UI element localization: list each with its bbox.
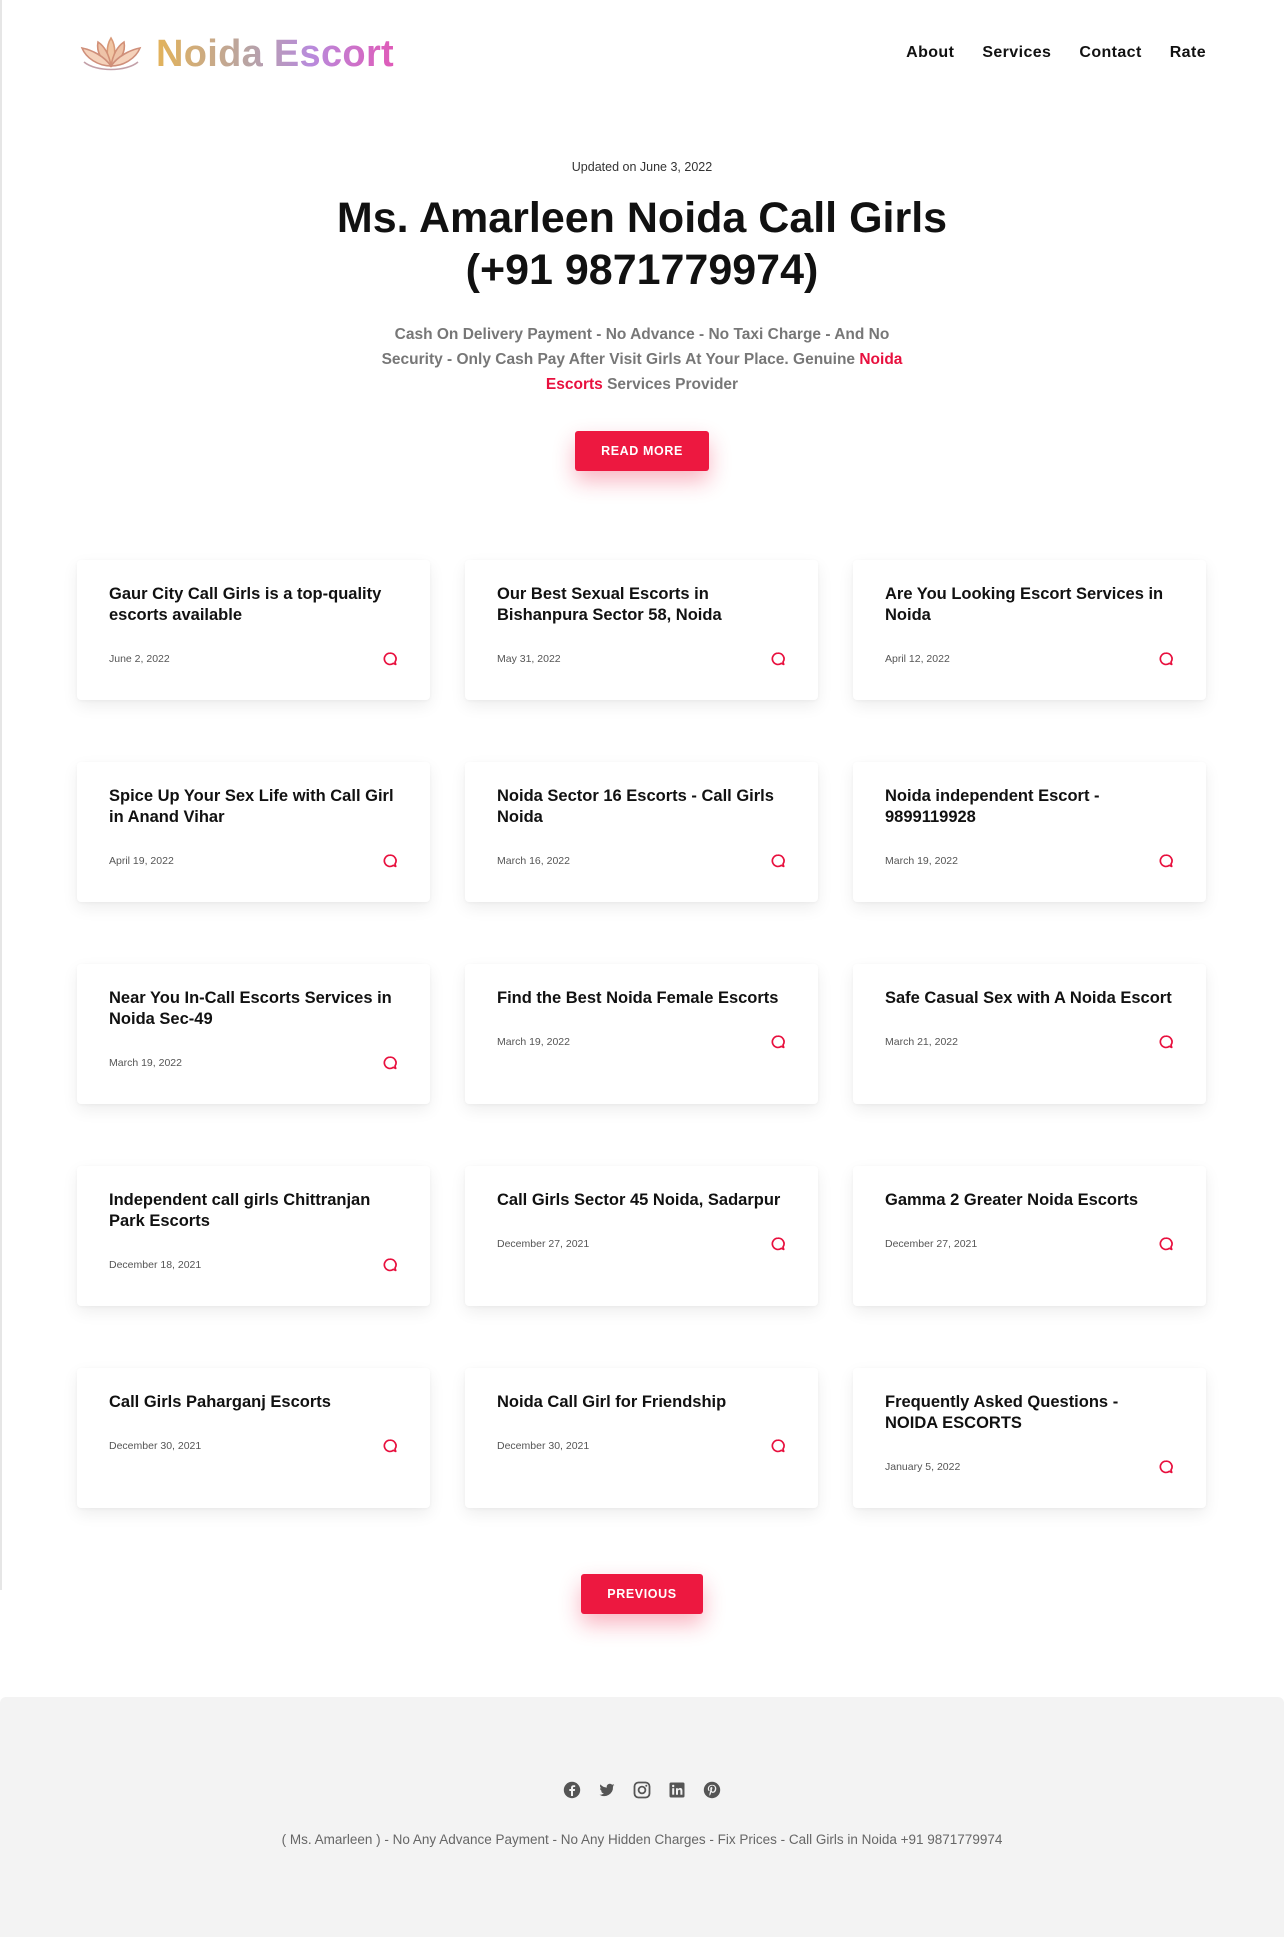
post-card[interactable]	[77, 964, 430, 1104]
noida-escorts-link[interactable]: Noida Escorts	[545, 351, 903, 393]
post-meta	[885, 1236, 1174, 1252]
post-title[interactable]: Spice Up Your Sex Life with Call Girl in Anand Vihar	[109, 787, 394, 826]
post-date: June 2, 2022	[109, 653, 170, 665]
lotus-logo-icon	[76, 32, 146, 76]
updated-date-value: June 3, 2022	[639, 160, 713, 174]
comment-icon[interactable]	[382, 1257, 398, 1273]
nav-contact[interactable]: Contact	[1079, 44, 1142, 61]
post-date: March 19, 2022	[497, 1036, 570, 1048]
post-date: December 30, 2021	[109, 1440, 202, 1452]
post-meta	[109, 1438, 398, 1454]
subtitle-text-end: Services Provider	[607, 376, 739, 393]
post-title[interactable]: Noida independent Escort - 9899119928	[885, 787, 1100, 826]
nav-about[interactable]: About	[906, 44, 955, 61]
post-card[interactable]	[77, 560, 430, 700]
post-meta	[885, 651, 1174, 667]
site-footer	[0, 1697, 1284, 1937]
post-card[interactable]	[465, 762, 818, 902]
post-title[interactable]: Call Girls Sector 45 Noida, Sadarpur	[497, 1191, 781, 1209]
comment-icon[interactable]	[770, 1034, 786, 1050]
post-card[interactable]	[853, 1166, 1206, 1306]
post-card[interactable]	[465, 964, 818, 1104]
facebook-icon[interactable]	[563, 1781, 581, 1799]
pinterest-icon[interactable]	[703, 1781, 721, 1799]
post-card[interactable]	[853, 964, 1206, 1104]
post-meta	[109, 651, 398, 667]
post-card[interactable]	[465, 1166, 818, 1306]
hero-section	[0, 160, 1284, 471]
post-title[interactable]: Noida Sector 16 Escorts - Call Girls Noida	[497, 787, 774, 826]
site-header	[0, 0, 1284, 110]
post-meta	[109, 1055, 398, 1071]
post-meta	[885, 853, 1174, 869]
comment-icon[interactable]	[1158, 1459, 1174, 1475]
post-card[interactable]	[853, 1368, 1206, 1508]
pagination	[0, 1574, 1284, 1614]
post-date: April 12, 2022	[885, 653, 950, 665]
post-meta	[497, 853, 786, 869]
twitter-icon[interactable]	[598, 1781, 616, 1799]
post-title[interactable]: Call Girls Paharganj Escorts	[109, 1393, 331, 1411]
logo-text: Noida Escort	[156, 32, 394, 75]
social-links	[0, 1781, 1284, 1799]
previous-button[interactable]: PREVIOUS	[581, 1574, 702, 1614]
post-title[interactable]: Gamma 2 Greater Noida Escorts	[885, 1191, 1139, 1209]
post-title[interactable]: Gaur City Call Girls is a top-quality escorts available	[109, 585, 382, 624]
comment-icon[interactable]	[382, 1055, 398, 1071]
nav-services[interactable]: Services	[982, 44, 1052, 61]
post-date: December 18, 2021	[109, 1259, 202, 1271]
post-date: May 31, 2022	[497, 653, 561, 665]
hero-subtitle	[362, 322, 922, 397]
post-card[interactable]	[77, 762, 430, 902]
post-date: March 19, 2022	[885, 855, 958, 867]
updated-date	[0, 160, 1284, 174]
main-nav	[906, 44, 1206, 62]
linkedin-icon[interactable]	[668, 1781, 686, 1799]
post-meta	[497, 1438, 786, 1454]
post-meta	[885, 1459, 1174, 1475]
post-card[interactable]	[853, 762, 1206, 902]
site-logo[interactable]	[76, 28, 394, 80]
post-meta	[497, 651, 786, 667]
post-meta	[109, 1257, 398, 1273]
comment-icon[interactable]	[382, 853, 398, 869]
post-meta	[497, 1034, 786, 1050]
nav-rate[interactable]: Rate	[1169, 44, 1206, 61]
post-card[interactable]	[465, 560, 818, 700]
post-date: December 27, 2021	[497, 1238, 590, 1250]
post-date: December 30, 2021	[497, 1440, 590, 1452]
comment-icon[interactable]	[1158, 651, 1174, 667]
post-title[interactable]: Are You Looking Escort Services in Noida	[885, 585, 1164, 624]
post-date: January 5, 2022	[885, 1461, 961, 1473]
post-card[interactable]	[853, 560, 1206, 700]
post-grid	[77, 560, 1207, 1508]
comment-icon[interactable]	[382, 651, 398, 667]
comment-icon[interactable]	[770, 853, 786, 869]
post-date: March 19, 2022	[109, 1057, 182, 1069]
updated-prefix: Updated on	[571, 160, 637, 174]
post-title[interactable]: Our Best Sexual Escorts in Bishanpura Sector 58, Noida	[497, 585, 722, 624]
instagram-icon[interactable]	[633, 1781, 651, 1799]
comment-icon[interactable]	[1158, 853, 1174, 869]
comment-icon[interactable]	[770, 1438, 786, 1454]
comment-icon[interactable]	[770, 1236, 786, 1252]
post-meta	[109, 853, 398, 869]
comment-icon[interactable]	[1158, 1034, 1174, 1050]
read-more-button[interactable]: READ MORE	[575, 431, 709, 471]
post-title[interactable]: Noida Call Girl for Friendship	[497, 1393, 727, 1411]
post-date: March 16, 2022	[497, 855, 570, 867]
post-meta	[885, 1034, 1174, 1050]
post-card[interactable]	[465, 1368, 818, 1508]
comment-icon[interactable]	[382, 1438, 398, 1454]
post-card[interactable]	[77, 1166, 430, 1306]
post-meta	[497, 1236, 786, 1252]
post-title[interactable]: Frequently Asked Questions - NOIDA ESCORTS	[885, 1393, 1119, 1432]
post-date: March 21, 2022	[885, 1036, 958, 1048]
comment-icon[interactable]	[1158, 1236, 1174, 1252]
footer-copyright: ( Ms. Amarleen ) - No Any Advance Payment - No Any Hidden Charges - Fix Prices - Call Girls in Noida +91 9871779974	[281, 1832, 1003, 1847]
post-date: December 27, 2021	[885, 1238, 978, 1250]
post-date: April 19, 2022	[109, 855, 174, 867]
page-title: Ms. Amarleen Noida Call Girls (+91 9871779974)	[336, 194, 948, 294]
post-title[interactable]: Safe Casual Sex with A Noida Escort	[885, 989, 1172, 1007]
post-title[interactable]: Find the Best Noida Female Escorts	[497, 989, 779, 1007]
post-card[interactable]	[77, 1368, 430, 1508]
post-title[interactable]: Independent call girls Chittranjan Park Escorts	[109, 1191, 371, 1230]
comment-icon[interactable]	[770, 651, 786, 667]
post-title[interactable]: Near You In-Call Escorts Services in Noida Sec-49	[109, 989, 392, 1028]
subtitle-text-start: Cash On Delivery Payment - No Advance - No Taxi Charge - And No Security - Only Cash Pay After Visit Girls At Your Place. Genuine	[381, 326, 890, 368]
